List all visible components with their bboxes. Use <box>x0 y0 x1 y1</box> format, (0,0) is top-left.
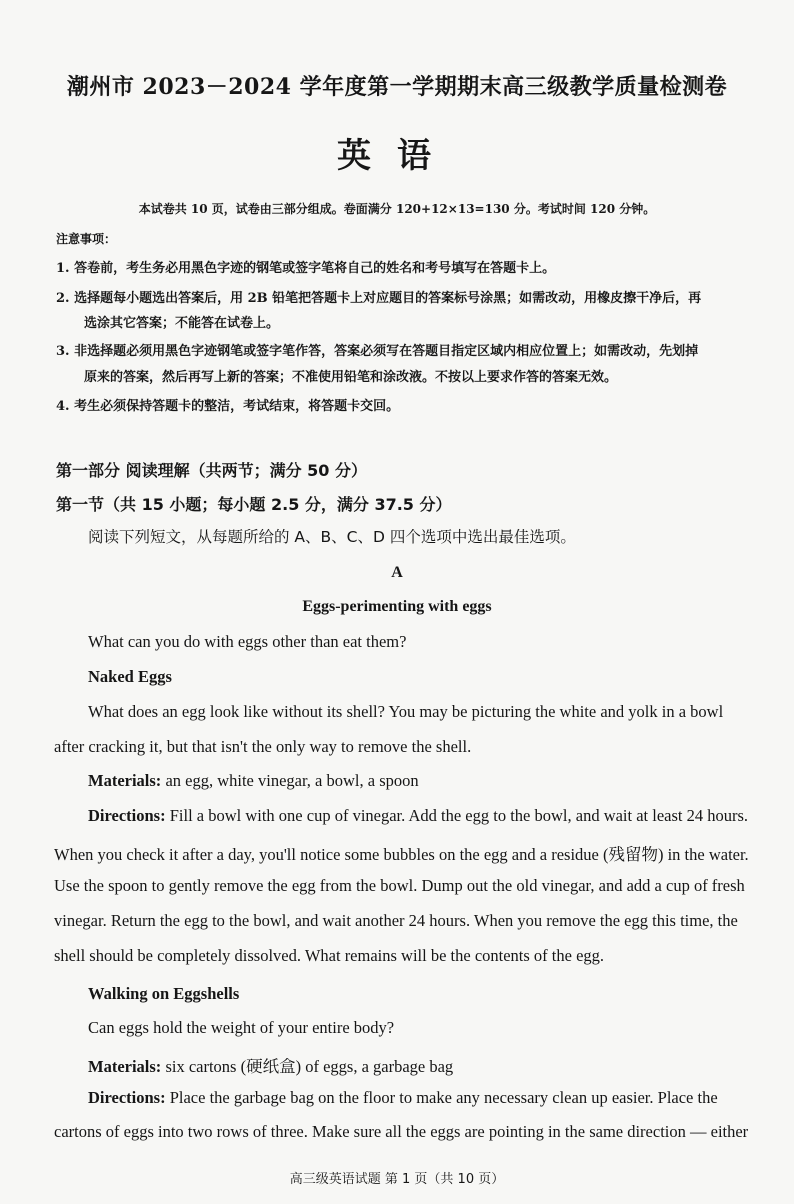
paragraph-line: When you check it after a day, you'll notice some bubbles on the egg and a residue (残留物) in the water. <box>54 845 749 864</box>
note-3-cont: 原来的答案，然后再写上新的答案；不准使用铅笔和涂改液。不按以上要求作答的答案无效。 <box>84 370 618 385</box>
directions-label: Directions: <box>88 806 166 825</box>
note-3: 3. 非选择题必须用黑色字迹钢笔或签字笔作答，答案必须写在答题目指定区域内相应位置上；如需改动，先划掉 <box>56 344 699 359</box>
passage-title: Eggs-perimenting with eggs <box>302 598 492 615</box>
exam-info: 本试卷共 10 页，试卷由三部分组成。卷面满分 120+12×13=130 分。考试时间 120 分钟。 <box>138 202 656 216</box>
paragraph-line: after cracking it, but that isn't the only way to remove the shell. <box>54 737 472 756</box>
paragraph-line: Can eggs hold the weight of your entire body? <box>88 1018 395 1037</box>
directions-text: Place the garbage bag on the floor to make any necessary clean up easier. Place the <box>165 1088 718 1107</box>
materials-line-2 <box>88 1053 794 1077</box>
directions-label: Directions: <box>88 1088 166 1107</box>
notes-title: 注意事项： <box>56 232 117 246</box>
paragraph-line: cartons of eggs into two rows of three. Make sure all the eggs are pointing in the same direction — either <box>54 1122 749 1141</box>
note-1: 1. 答卷前，考生务必用黑色字迹的钢笔或签字笔将自己的姓名和考号填写在答题卡上。 <box>56 261 556 276</box>
materials-label: Materials: <box>88 1057 162 1076</box>
note-4: 4. 考生必须保持答题卡的整洁，考试结束，将答题卡交回。 <box>56 399 400 414</box>
materials-line-1 <box>88 771 794 791</box>
directions-text: Fill a bowl with one cup of vinegar. Add the egg to the bowl, and wait at least 24 hours. <box>165 806 749 825</box>
paragraph-line: What does an egg look like without its shell? You may be picturing the white and yolk in a bowl <box>88 702 724 721</box>
paragraph-line: vinegar. Return the egg to the bowl, and wait another 24 hours. When you remove the egg this time, the <box>54 911 738 930</box>
section1-heading: 第一节（共 15 小题；每小题 2.5 分，满分 37.5 分） <box>56 495 452 514</box>
page-footer: 高三级英语试题 第 1 页（共 10 页） <box>289 1172 505 1187</box>
materials-text: six cartons (硬纸盒) of eggs, a garbage bag <box>161 1057 454 1076</box>
exam-title: 潮州市 2023－2024 学年度第一学期期末高三级教学质量检测卷 <box>66 74 728 100</box>
subject-title: 英语 <box>337 136 457 176</box>
passage-letter: A <box>391 564 403 581</box>
directions-line-1 <box>88 806 794 826</box>
subheading-walking-on-eggshells: Walking on Eggshells <box>88 984 240 1003</box>
materials-label: Materials: <box>88 771 162 790</box>
passage-intro: What can you do with eggs other than eat them? <box>88 632 407 651</box>
note-2: 2. 选择题每小题选出答案后，用 2B 铅笔把答题卡上对应题目的答案标号涂黑；如需改动，用橡皮擦干净后，再 <box>56 291 702 306</box>
subheading-naked-eggs: Naked Eggs <box>88 667 172 686</box>
note-2-cont: 选涂其它答案；不能答在试卷上。 <box>84 316 280 331</box>
paragraph-line: shell should be completely dissolved. What remains will be the contents of the egg. <box>54 946 605 965</box>
paragraph-line: Use the spoon to gently remove the egg from the bowl. Dump out the old vinegar, and add a cup of fresh <box>54 876 745 895</box>
directions-line-2 <box>88 1088 794 1108</box>
reading-instruction: 阅读下列短文，从每题所给的 A、B、C、D 四个选项中选出最佳选项。 <box>88 528 576 546</box>
part1-heading: 第一部分 阅读理解（共两节；满分 50 分） <box>56 461 367 480</box>
materials-text: an egg, white vinegar, a bowl, a spoon <box>161 771 419 790</box>
